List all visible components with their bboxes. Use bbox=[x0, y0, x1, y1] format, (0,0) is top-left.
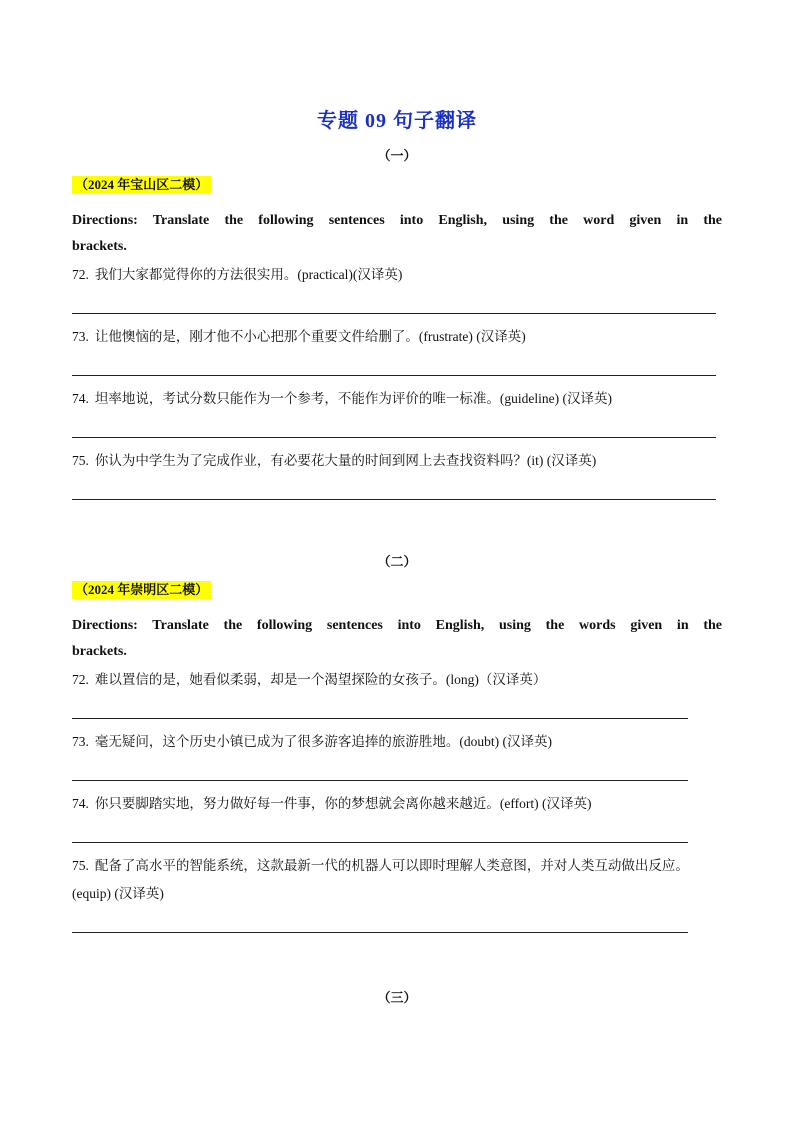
question-number: 74. bbox=[72, 796, 89, 811]
question-text: 你只要脚踏实地，努力做好每一件事，你的梦想就会离你越来越近。(effort) (汉译英) bbox=[94, 796, 592, 811]
question-text: 坦率地说，考试分数只能作为一个参考，不能作为评价的唯一标准。(guideline) (汉译英) bbox=[94, 391, 612, 406]
answer-line[interactable] bbox=[72, 498, 716, 500]
directions-end: brackets. bbox=[72, 239, 127, 254]
question-item bbox=[72, 388, 722, 410]
question-number: 73. bbox=[72, 329, 89, 344]
section-2 bbox=[72, 581, 722, 933]
question-number: 75. bbox=[72, 453, 89, 468]
source-tag: （2024 年宝山区二模） bbox=[72, 176, 211, 194]
directions-text: Directions: Translate the following sentences into English, using the words given in the bbox=[72, 618, 722, 633]
question-item bbox=[72, 264, 722, 286]
answer-line[interactable] bbox=[72, 841, 688, 843]
question-text: 我们大家都觉得你的方法很实用。(practical)(汉译英) bbox=[94, 267, 403, 282]
question-number: 75. bbox=[72, 858, 89, 873]
answer-line[interactable] bbox=[72, 374, 716, 376]
question-text: 毫无疑问，这个历史小镇已成为了很多游客追捧的旅游胜地。(doubt) (汉译英) bbox=[94, 734, 552, 749]
question-item bbox=[72, 450, 722, 472]
question-number: 72. bbox=[72, 672, 89, 687]
part-heading-2: （二） bbox=[377, 554, 417, 569]
directions-text: Directions: Translate the following sentences into English, using the word given in the bbox=[72, 213, 722, 228]
question-text: 难以置信的是，她看似柔弱，却是一个渴望探险的女孩子。(long)（汉译英） bbox=[94, 672, 547, 687]
answer-line[interactable] bbox=[72, 717, 688, 719]
question-text: 让他懊恼的是，刚才他不小心把那个重要文件给删了。(frustrate) (汉译英) bbox=[94, 329, 526, 344]
answer-line[interactable] bbox=[72, 931, 688, 933]
answer-line[interactable] bbox=[72, 312, 716, 314]
question-text-continued: (equip) (汉译英) bbox=[72, 886, 164, 901]
part-heading-1: （一） bbox=[377, 148, 417, 163]
question-number: 73. bbox=[72, 734, 89, 749]
question-text: 你认为中学生为了完成作业，有必要花大量的时间到网上去查找资料吗？(it) (汉译英) bbox=[94, 453, 597, 468]
question-item bbox=[72, 793, 722, 815]
page-title: 专题 09 句子翻译 bbox=[317, 110, 477, 132]
question-text: 配备了高水平的智能系统，这款最新一代的机器人可以即时理解人类意图，并对人类互动做出反应。 bbox=[94, 858, 689, 873]
question-number: 74. bbox=[72, 391, 89, 406]
question-item bbox=[72, 669, 722, 691]
answer-line[interactable] bbox=[72, 436, 716, 438]
answer-line[interactable] bbox=[72, 779, 688, 781]
question-item bbox=[72, 731, 722, 753]
part-heading-3: （三） bbox=[377, 990, 417, 1005]
source-tag: （2024 年崇明区二模） bbox=[72, 581, 211, 599]
directions-end: brackets. bbox=[72, 644, 127, 659]
question-item bbox=[72, 855, 722, 877]
question-number: 72. bbox=[72, 267, 89, 282]
question-item bbox=[72, 326, 722, 348]
section-1 bbox=[72, 176, 722, 500]
